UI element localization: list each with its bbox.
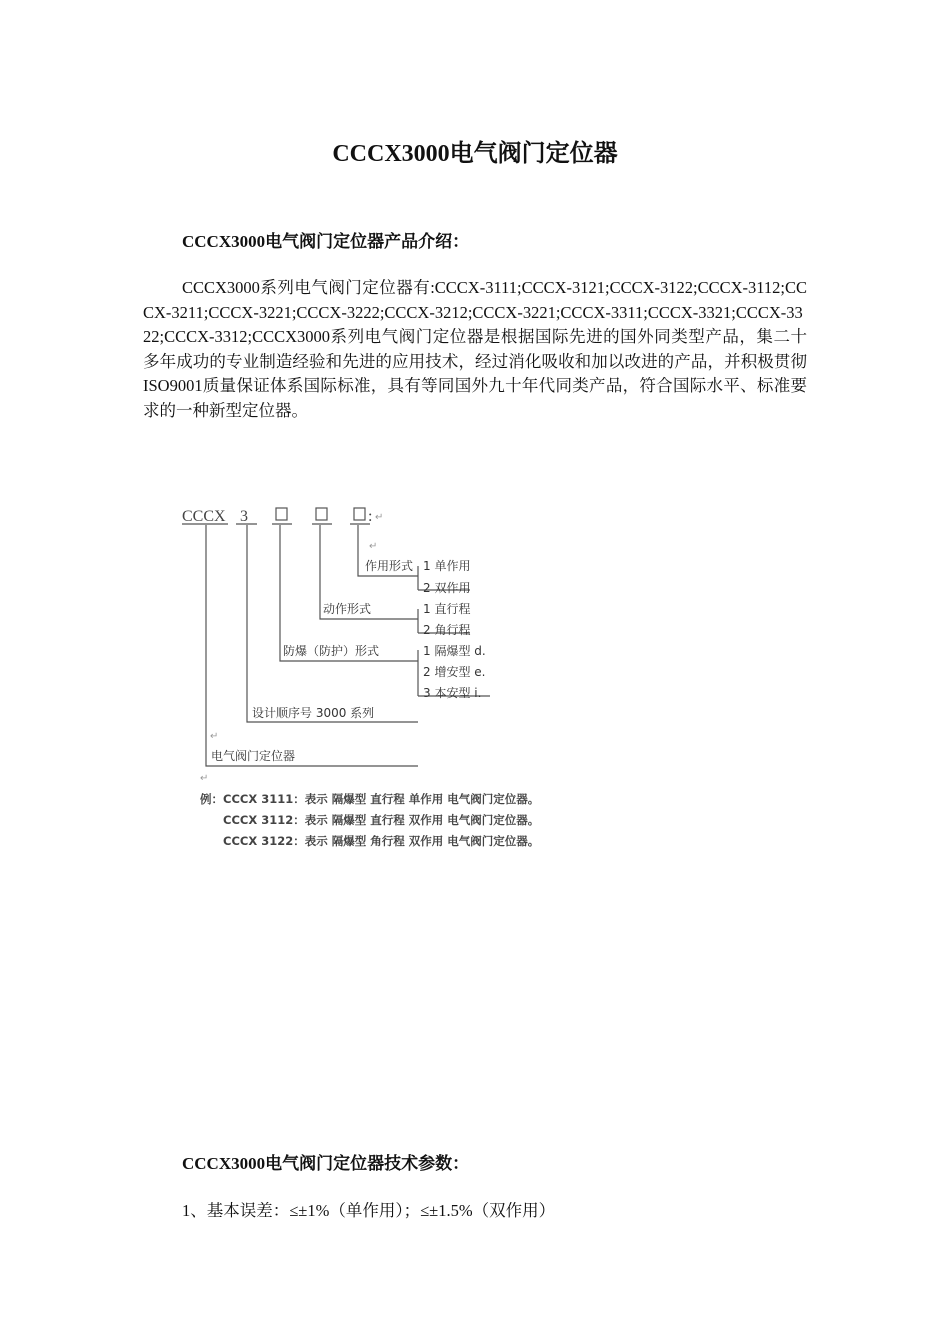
return-mark: ↵ [200, 773, 209, 784]
explosion-option-1: 1 隔爆型 d. [423, 644, 486, 658]
example-line: CCCX 3112：表示 隔爆型 直行程 双作用 电气阀门定位器。 [223, 813, 540, 827]
return-mark: ↵ [375, 512, 384, 523]
product-name-label: 电气阀门定位器 [211, 749, 296, 763]
return-mark: ↵ [210, 731, 219, 742]
example-line: CCCX 3122：表示 隔爆型 角行程 双作用 电气阀门定位器。 [223, 834, 540, 848]
action-option-2: 2 双作用 [423, 581, 471, 595]
action-option-1: 1 单作用 [423, 559, 471, 573]
intro-heading: CCCX3000电气阀门定位器产品介绍： [182, 232, 470, 251]
code-slot-explosion [276, 508, 287, 520]
motion-option-2: 2 角行程 [423, 623, 471, 637]
page-title: CCCX3000电气阀门定位器 [332, 141, 618, 167]
spec-item: 1、基本误差：≤±1%（单作用）；≤±1.5%（双作用） [182, 1201, 556, 1220]
code-slot-motion [316, 508, 327, 520]
example-line: 例：CCCX 3111：表示 隔爆型 直行程 单作用 电气阀门定位器。 [200, 792, 540, 806]
code-suffix: : [368, 508, 373, 525]
explosion-form-label: 防爆（防护）形式 [283, 644, 380, 658]
explosion-option-2: 2 增安型 e. [423, 665, 486, 679]
explosion-option-3: 3 本安型 i. [423, 686, 482, 700]
specs-heading: CCCX3000电气阀门定位器技术参数： [182, 1154, 470, 1173]
code-prefix: CCCX [182, 508, 226, 525]
model-code-diagram [170, 495, 550, 855]
action-form-label: 作用形式 [365, 559, 414, 573]
code-slot-action [354, 508, 365, 520]
intro-paragraph: CCCX3000系列电气阀门定位器有:CCCX-3111;CCCX-3121;CCCX-3122;CCCX-3112;CCCX-3211;CCCX-3221;CCCX-3222;CCCX-3212;CCCX-3221;CCCX-3311;CCCX-3321;CCCX-3322;CCCX-3312;CCCX3000系列电气阀门定位器是根据国际先进的国外同类型产品，集二十多年成功的专业制造经验和先进的应用技术，经过消化吸收和加以改进的产品，并积极贯彻ISO9001质量保证体系国际标准，具有等同国外九十年代同类产品，符合国际水平、标准要求的一种新型定位器。 [143, 278, 807, 420]
motion-form-label: 动作形式 [323, 602, 372, 616]
design-seq-label: 设计顺序号 3000 系列 [252, 706, 375, 720]
motion-option-1: 1 直行程 [423, 602, 471, 616]
code-digit: 3 [240, 508, 248, 525]
return-mark: ↵ [369, 541, 378, 552]
